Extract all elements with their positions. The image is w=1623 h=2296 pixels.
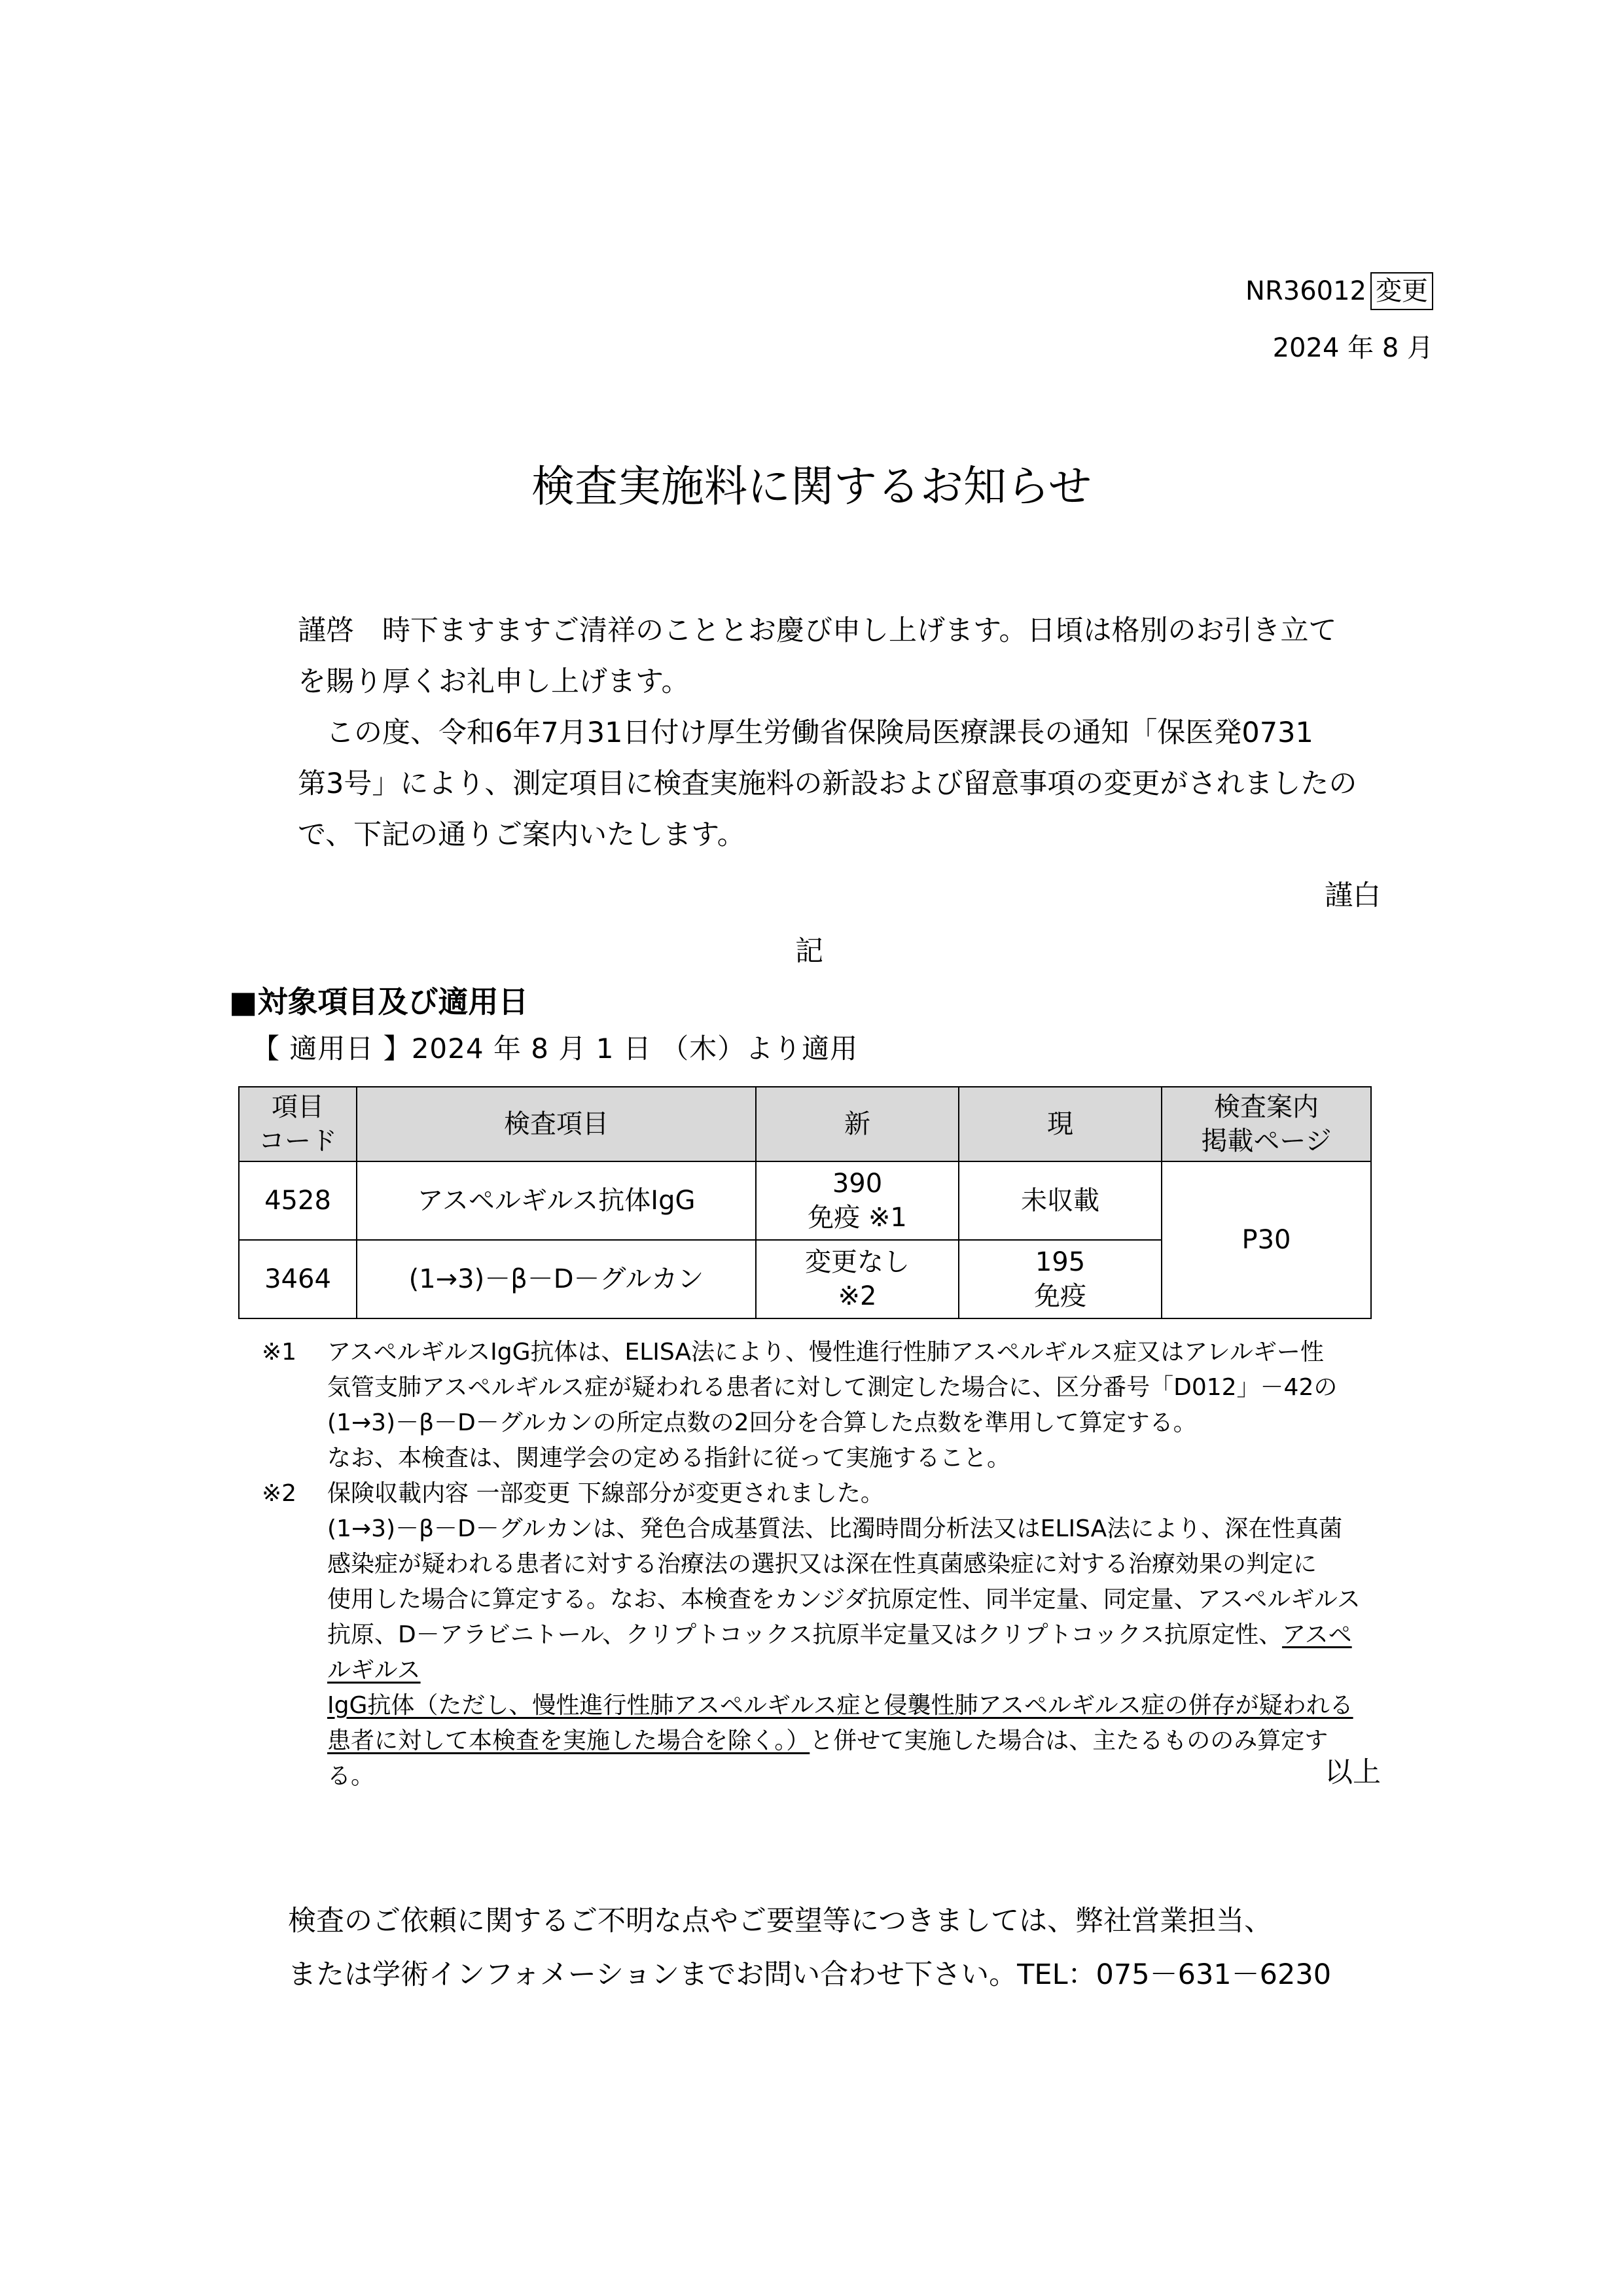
cell-code: 3464	[239, 1240, 357, 1318]
closing-kinpaku: 謹白	[1325, 879, 1381, 912]
table-header-row	[239, 1087, 1371, 1161]
change-badge: 変更	[1370, 272, 1433, 310]
greeting-line: 謹啓 時下ますますご清祥のこととお慶び申し上げます。日頃は格別のお引き立て	[298, 614, 1337, 647]
closing-ijou: 以上	[1325, 1756, 1381, 1789]
contact-line: または学術インフォメーションまでお問い合わせ下さい。TEL：075－631－6230	[288, 1958, 1332, 1991]
cell-code: 4528	[239, 1161, 357, 1240]
header-item: 検査項目	[357, 1087, 756, 1161]
greeting-line: を賜り厚くお礼申し上げます。	[298, 665, 690, 698]
table-row	[239, 1161, 1371, 1240]
cell-item: アスペルギルス抗体IgG	[357, 1161, 756, 1240]
footnote-1	[262, 1335, 1374, 1370]
greeting-line: で、下記の通りご案内いたします。	[298, 819, 745, 851]
footnote-text: 患者に対して本検査を実施した場合を除く。）と併せて実施した場合は、主たるもののみ算定する。	[327, 1727, 1329, 1790]
contact-paragraph	[288, 1894, 1466, 2002]
footnote-text: アスペルギルスIgG抗体は、ELISA法により、慢性進行性肺アスペルギルス症又はアレルギー性	[327, 1339, 1324, 1366]
underlined-change: アスペルギルス	[327, 1621, 1352, 1684]
document-number-text: NR36012	[1245, 276, 1366, 306]
greeting-line: この度、令和6年7月31日付け厚生労働省保険局医療課長の通知「保医発0731	[326, 716, 1313, 749]
cell-new: 390 免疫 ※1	[756, 1161, 959, 1240]
footnotes	[262, 1335, 1374, 1794]
footnote-text: (1→3)－β－D－グルカンは、発色合成基質法、比濁時間分析法又はELISA法により、深在性真菌	[327, 1515, 1343, 1542]
footnote-text: 使用した場合に算定する。なお、本検査をカンジダ抗原定性、同半定量、同定量、アスペルギルス	[327, 1586, 1361, 1613]
document-number	[1245, 272, 1433, 311]
footnote-text: なお、本検査は、関連学会の定める指針に従って実施すること。	[327, 1445, 1011, 1472]
section-heading: ■対象項目及び適用日	[229, 984, 529, 1019]
header-new: 新	[756, 1087, 959, 1161]
cell-item: (1→3)－β－D－グルカン	[357, 1240, 756, 1318]
greeting-line: 第3号」により、測定項目に検査実施料の新設および留意事項の変更がされましたの	[298, 768, 1357, 800]
cell-current: 未収載	[959, 1161, 1162, 1240]
underlined-change: IgG抗体（ただし、慢性進行性肺アスペルギルス症と侵襲性肺アスペルギルス症の併存が疑われる	[327, 1692, 1353, 1719]
header-code: 項目 コード	[239, 1087, 357, 1161]
footnote-mark: ※1	[262, 1339, 297, 1366]
greeting-paragraph	[298, 605, 1410, 860]
underlined-change: 患者に対して本検査を実施した場合を除く。）	[327, 1727, 810, 1754]
cell-page: P30	[1162, 1161, 1371, 1318]
footnote-text: (1→3)－β－D－グルカンの所定点数の2回分を合算した点数を準用して算定する。	[327, 1409, 1197, 1436]
footnote-text: 抗原、D－アラビニトール、クリプトコックス抗原半定量又はクリプトコックス抗原定性、アスペルギルス	[327, 1621, 1352, 1684]
ki-heading: 記	[795, 935, 823, 968]
apply-date: 【 適用日 】2024 年 8 月 1 日 （木）より適用	[252, 1033, 859, 1065]
footnote-text	[262, 1688, 1374, 1723]
footnote-text: 保険収載内容 一部変更 下線部分が変更されました。	[327, 1480, 884, 1507]
footnote-text: 気管支肺アスペルギルス症が疑われる患者に対して測定した場合に、区分番号「D012」－42の	[327, 1374, 1338, 1401]
footnote-2	[262, 1476, 1374, 1511]
header-page: 検査案内 掲載ページ	[1162, 1087, 1371, 1161]
footnote-text: 感染症が疑われる患者に対する治療法の選択又は深在性真菌感染症に対する治療効果の判定に	[327, 1551, 1317, 1578]
page-title: 検査実施料に関するお知らせ	[531, 461, 1092, 512]
document-date: 2024 年 8 月	[1272, 333, 1433, 363]
contact-line: 検査のご依頼に関するご不明な点やご要望等につきましては、弊社営業担当、	[288, 1905, 1273, 1937]
items-table	[238, 1086, 1372, 1319]
cell-current: 195 免疫	[959, 1240, 1162, 1318]
header-current: 現	[959, 1087, 1162, 1161]
footnote-mark: ※2	[262, 1480, 297, 1507]
cell-new: 変更なし ※2	[756, 1240, 959, 1318]
